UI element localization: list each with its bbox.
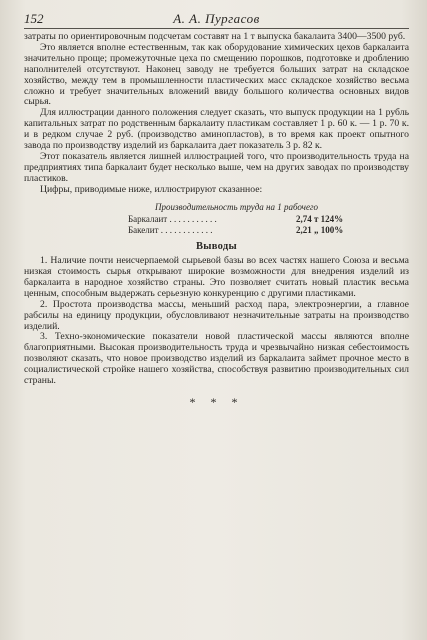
table-row-value: 2,74 т 124%	[296, 214, 344, 225]
paragraph: Этот показатель является лишней иллюстрацией того, что производительность труда на предприятиях типа баркалаит будет несколько выше, чем на других заводах по производству пластиков.	[24, 150, 409, 184]
table-row	[24, 225, 409, 236]
section-heading: Выводы	[195, 241, 238, 253]
conclusion-paragraph: 2. Простота производства массы, меньший расход пара, электроэнергии, а главное рабсилы на единицу продукции, обусловливают незначительные затраты на производство изделий.	[24, 298, 409, 332]
table-row	[24, 214, 409, 225]
paragraph: Это является вполне естественным, так как оборудование химических цехов баркалаита значительно проще; промежуточные цеха по смещению порошков, подготовке и дроблению наполнителей отсутствуют. Наконец заводу не требуется больших затрат на складское хозяйство, между тем в промышленности пластических масс складское хозяйство весьма сложно и требует значительных вложений ввиду большого количества основных видов сырья.	[24, 41, 409, 108]
productivity-table	[24, 202, 409, 236]
conclusion-paragraph: 1. Наличие почти неисчерпаемой сырьевой базы во всех частях нашего Союза и весьма низкая стоимость сырья открывают широкие возможности для внедрения изделий из баркалаита в народное хозяйство страны. Это позволяет считать новый пластик весьма ценным, способным выдержать серьезную конкуренцию с другими пластиками.	[24, 255, 409, 299]
table-row-label: Бакелит . . . . . . . . . . . .	[128, 224, 213, 235]
table-title: Производительность труда на 1 рабочего	[155, 201, 318, 212]
conclusion-paragraph: 3. Техно-экономические показатели новой пластической массы являются вполне благоприятными. Высокая производительность труда и чрезвычайно низкая себестоимость позволяют сказать, что новое производство изделий из баркалаита займет прочное место в социалистической стройке нашего хозяйства, способствуя развитию производительных сил страны.	[24, 331, 409, 387]
paragraph: Цифры, приводимые ниже, иллюстрируют сказанное:	[40, 183, 263, 195]
page-header	[24, 10, 409, 29]
table-row-label: Баркалаит . . . . . . . . . . .	[128, 214, 217, 225]
running-head: А. А. Пургасов	[173, 11, 260, 26]
page-number: 152	[24, 11, 44, 26]
paragraph: затраты по ориентировочным подсчетам составят на 1 т выпуска бакалаита 3400—3500 руб.	[24, 31, 406, 42]
table-row-value: 2,21 „ 100%	[296, 224, 344, 235]
end-ornament: * * *	[189, 394, 244, 409]
paragraph: Для иллюстрации данного положения следует сказать, что выпуск продукции на 1 рубль капитальных затрат по родственным баркалаиту пластикам составляет 1 р. 60 к. — 1 р. 70 к. и в редком случае 2 руб. (производство аминопластов), в то время как проект опытного завода по производству изделий из баркалаита дает показатель 3 р. 82 к.	[24, 107, 409, 152]
